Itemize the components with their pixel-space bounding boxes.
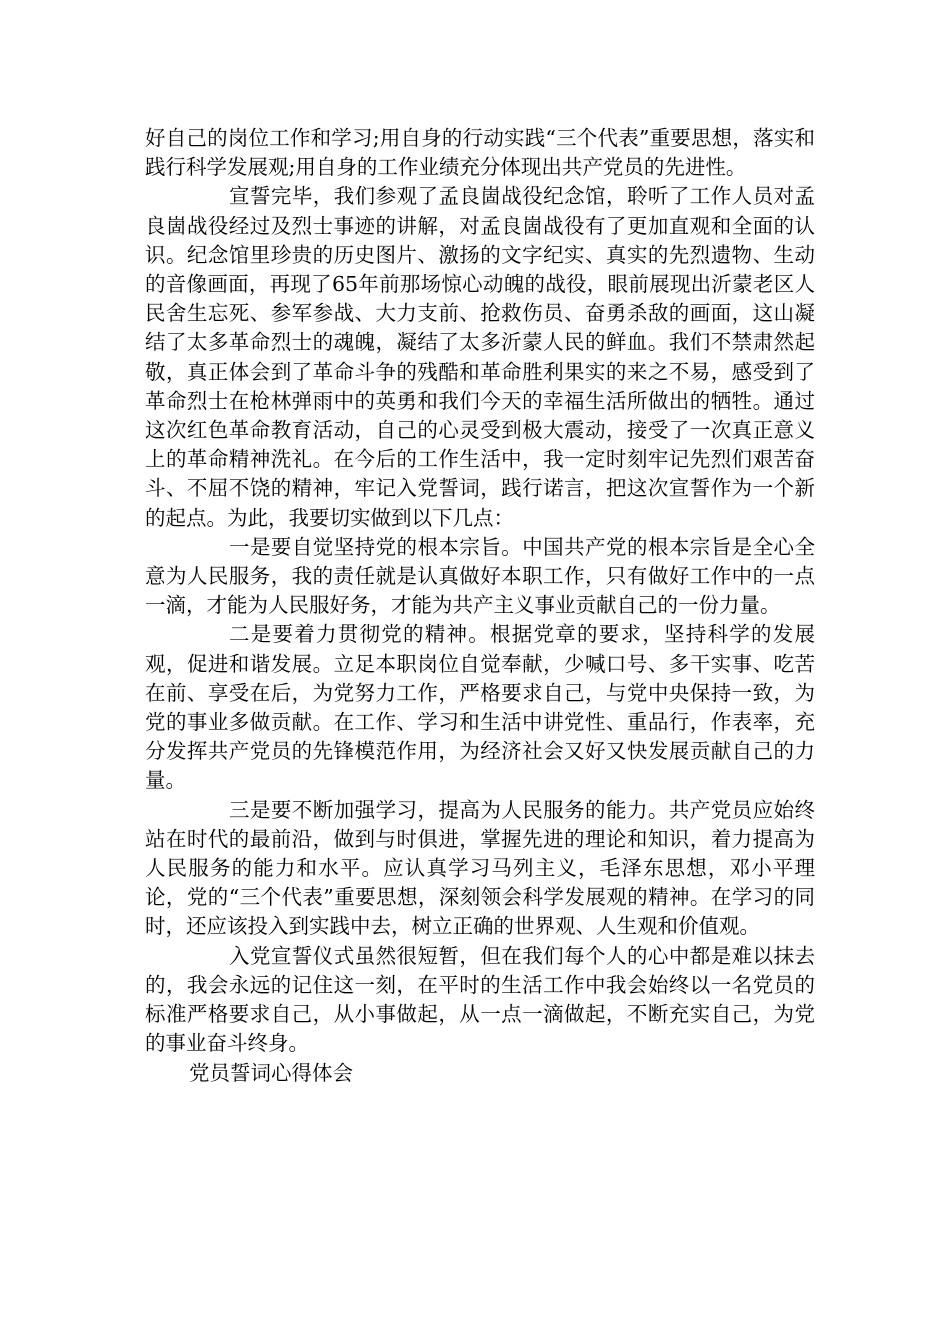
paragraph-5: 三是要不断加强学习，提高为人民服务的能力。共产党员应始终站在时代的最前沿，做到与时俱进，掌握先进的理论和知识，着力提高为人民服务的能力和水平。应认真学习马列主义，毛泽东思想，邓小平理论，党的“三个代表”重要思想，深刻领会科学发展观的精神。在学习的同时，还应该投入到实践中去，树立正确的世界观、人生观和价值观。 bbox=[145, 797, 815, 939]
paragraph-2: 宣誓完毕，我们参观了孟良崮战役纪念馆，聆听了工作人员对孟良崮战役经过及烈士事迹的讲解，对孟良崮战役有了更加直观和全面的认识。纪念馆里珍贵的历史图片、激扬的文字纪实、真实的先烈遗物、生动的音像画面，再现了65年前那场惊心动魄的战役，眼前展现出沂蒙老区人民舍生忘死、参军参战、大力支前、抢救伤员、奋勇杀敌的画面，这山凝结了太多革命烈士的魂魄，凝结了太多沂蒙人民的鲜血。我们不禁肃然起敬，真正体会到了革命斗争的残酷和革命胜利果实的来之不易，感受到了革命烈士在枪林弹雨中的英勇和我们今天的幸福生活所做出的牺牲。通过这次红色革命教育活动，自己的心灵受到极大震动，接受了一次真正意义上的革命精神洗礼。在今后的工作生活中，我一定时刻牢记先烈们艰苦奋斗、不屈不饶的精神，牢记入党誓词，践行诺言，把这次宣誓作为一个新的起点。为此，我要切实做到以下几点： bbox=[145, 184, 815, 530]
paragraph-6: 入党宣誓仪式虽然很短暂，但在我们每个人的心中都是难以抹去的，我会永远的记住这一刻，在平时的生活工作中我会始终以一名党员的标准严格要求自己，从小事做起，从一点一滴做起，不断充实自己，为党的事业奋斗终身。 bbox=[145, 943, 815, 1056]
closing-heading: 党员誓词心得体会 bbox=[189, 1060, 353, 1085]
paragraph-1: 好自己的岗位工作和学习;用自身的行动实践“三个代表”重要思想，落实和践行科学发展观;用自身的工作业绩充分体现出共产党员的先进性。 bbox=[145, 126, 815, 180]
paragraph-3: 一是要自觉坚持党的根本宗旨。中国共产党的根本宗旨是全心全意为人民服务，我的责任就是认真做好本职工作，只有做好工作中的一点一滴，才能为人民服好务，才能为共产主义事业贡献自己的一份力量。 bbox=[145, 534, 815, 618]
document-body bbox=[145, 124, 815, 1088]
paragraph-4: 二是要着力贯彻党的精神。根据党章的要求，坚持科学的发展观，促进和谐发展。立足本职岗位自觉奉献，少喊口号、多干实事、吃苦在前、享受在后，为党努力工作，严格要求自己，与党中央保持一致，为党的事业多做贡献。在工作、学习和生活中讲党性、重品行，作表率，充分发挥共产党员的先锋模范作用，为经济社会又好又快发展贡献自己的力量。 bbox=[145, 622, 815, 793]
